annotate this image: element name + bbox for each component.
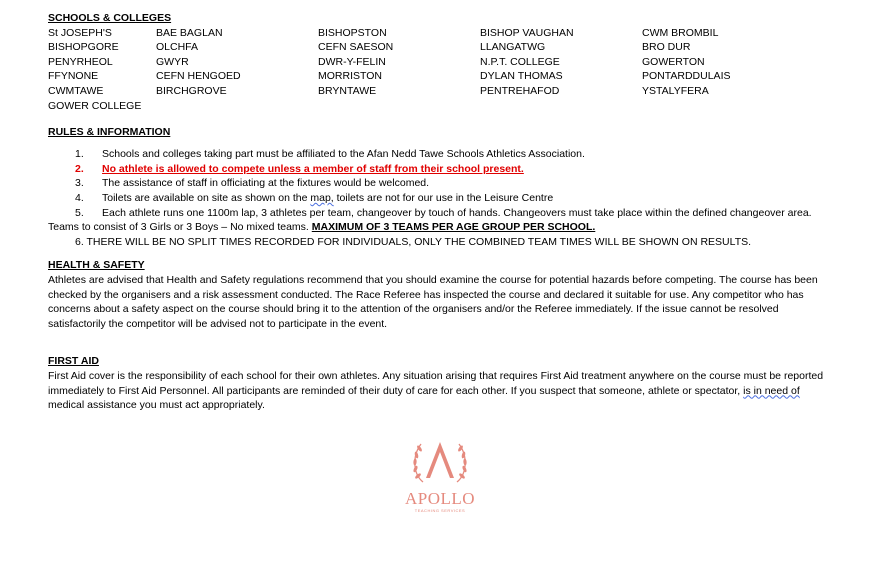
rule-text: THERE WILL BE NO SPLIT TIMES RECORDED FOR INDIVIDUALS, ONLY THE COMBINED TEAM TIMES WILL BE SHOWN ON RESULTS. [86,235,752,248]
schools-column-4 [480,26,574,99]
rule-number: 1. [75,148,84,161]
schools-column-2 [156,26,241,99]
laurel-a-icon [409,436,471,490]
school-name: BRO DUR [642,41,691,54]
rule-text: Schools and colleges taking part must be affiliated to the Afan Nedd Tawe Schools Athletics Association. [102,148,585,161]
health-safety-body: Athletes are advised that Health and Safety regulations recommend that you should examine the course for potential hazards before competing. The course has been checked by the organisers and a risk assessment conducted. The Race Referee has inspected the course and declared it suitable for use. Any competitor who has concerns about a safety aspect on the course should bring it to the attention of the organisers and/or the Referee immediately. If the issue cannot be resolved satisfactorily the competitor will be advised not to participate in the event. [48,273,818,330]
first-aid-text: First Aid cover is the responsibility of each school for their own athletes. Any situation arising that requires First Aid treatment anywhere on the course must be reported immediately to First Aid Personnel. All participants are reminded of their duty of care for each other. If you suspect that someone, athlete or spectator, [48,369,824,397]
first-aid-heading: FIRST AID [48,355,99,368]
spellcheck-underlined-word: map, [310,191,334,204]
school-name: N.P.T. COLLEGE [480,55,560,68]
schools-column-3 [318,26,393,99]
first-aid-text: medical assistance you must act appropriately. [48,399,265,412]
rules-section [48,125,838,250]
logo-tagline: TEACHING SERVICES [414,508,466,513]
school-name: GWYR [156,55,189,68]
apollo-logo [400,436,480,518]
rule-number: 4. [75,191,84,204]
school-name: YSTALYFERA [642,84,709,97]
rule-item [48,176,838,191]
school-name: PENTREHAFOD [480,84,560,97]
school-name: LLANGATWG [480,41,546,54]
school-name: CEFN HENGOED [156,70,241,83]
school-name: CEFN SAESON [318,41,394,54]
rule-text: Toilets are available on site as shown on the [102,191,311,204]
school-name: DWR-Y-FELIN [318,55,386,68]
school-name: DYLAN THOMAS [480,70,563,83]
school-name: FFYNONE [48,70,99,83]
rule-item [48,206,838,235]
rule-number: 5. [75,206,84,219]
school-name: GOWERTON [642,55,705,68]
schools-column-1 [48,26,141,114]
school-name: BAE BAGLAN [156,26,223,39]
schools-list [48,26,838,116]
health-safety-heading: HEALTH & SAFETY [48,259,145,272]
rule-text: Each athlete runs one 1100m lap, 3 athletes per team, changeover by touch of hands. Changeovers must take place within the defined changeover area. Teams to consist of 3 Girls or 3 Boys – No mixed teams. [48,206,812,234]
rules-heading: RULES & INFORMATION [48,125,171,138]
school-name: CWMTAWE [48,84,104,97]
school-name: BISHOP VAUGHAN [480,26,574,39]
document-page [48,11,838,413]
school-name: BRYNTAWE [318,84,377,97]
rule-item-highlighted [48,162,838,177]
school-name: PONTARDDULAIS [642,70,731,83]
first-aid-body [48,369,838,413]
schools-heading: SCHOOLS & COLLEGES [48,12,172,24]
health-safety-section [48,258,838,331]
rule-number: 3. [75,177,84,190]
rule-text: toilets are not for our use in the Leisure Centre [333,191,554,204]
rule-number: 2. [75,162,84,175]
spellcheck-underlined-phrase: is in need of [743,384,800,397]
rule-item [48,191,838,206]
school-name: MORRISTON [318,70,382,83]
school-name: CWM BROMBIL [642,26,719,39]
rule-text: No athlete is allowed to compete unless a member of staff from their school present. [102,162,524,175]
school-name: BIRCHGROVE [156,84,227,97]
schools-column-5 [642,26,731,99]
rules-list [48,147,838,249]
rule-number: 6. [75,235,84,248]
rule-item [48,235,838,250]
school-name: GOWER COLLEGE [48,99,142,112]
school-name: St JOSEPH'S [48,26,112,39]
school-name: BISHOPSTON [318,26,387,39]
logo-wordmark: APOLLO [404,489,476,508]
school-name: BISHOPGORE [48,41,119,54]
school-name: PENYRHEOL [48,55,113,68]
rule-text: The assistance of staff in officiating at the fixtures would be welcomed. [102,177,430,190]
rule-emphasis: MAXIMUM OF 3 TEAMS PER AGE GROUP PER SCHOOL. [311,221,596,234]
first-aid-section [48,354,838,412]
rule-item [48,147,838,162]
school-name: OLCHFA [156,41,199,54]
